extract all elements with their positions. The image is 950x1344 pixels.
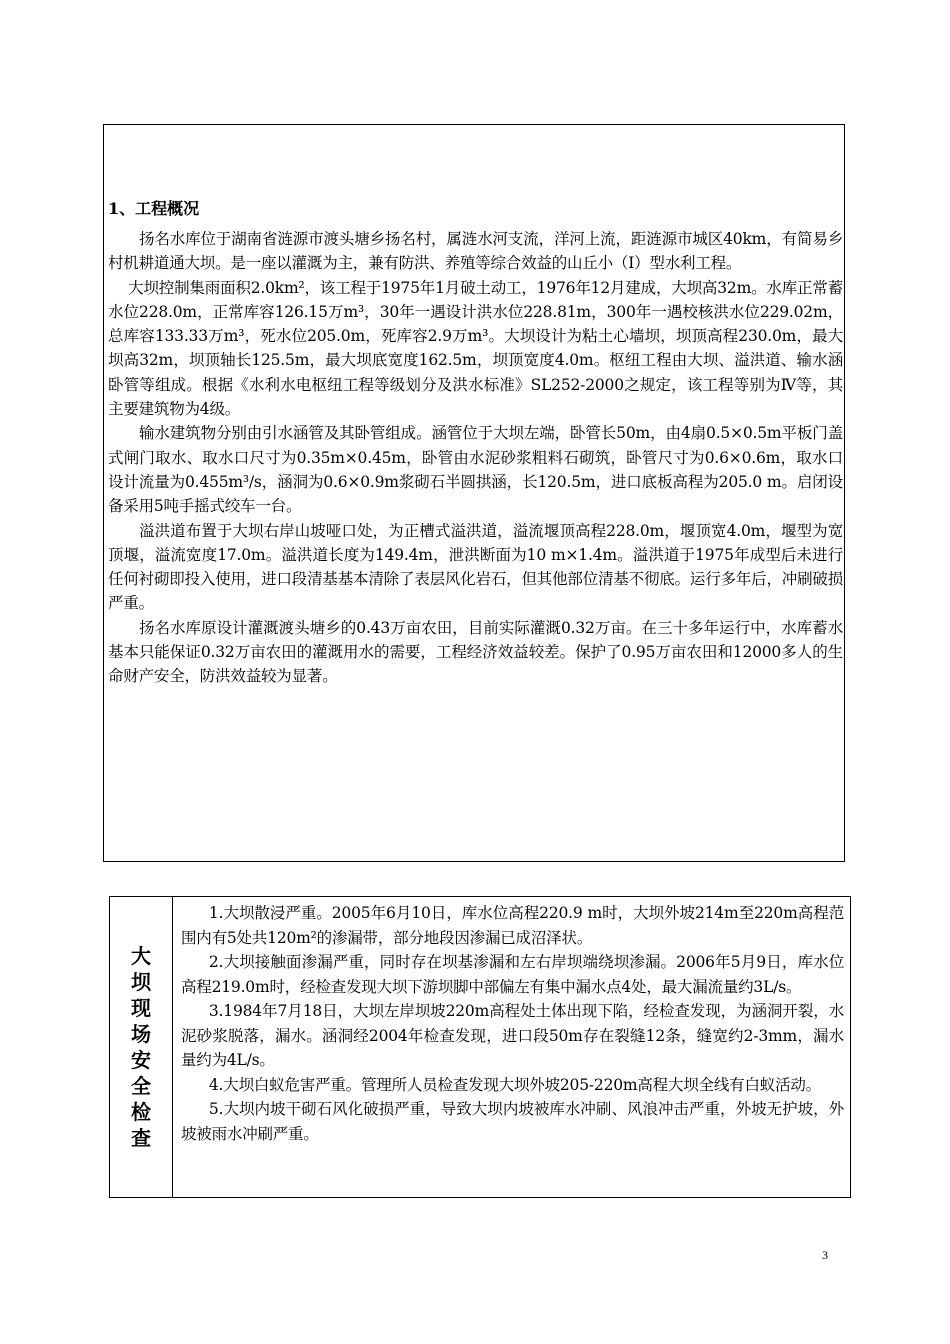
dam-parameters-paragraph: 大坝控制集雨面积2.0km²，该工程于1975年1月破土动工，1976年12月建成，大坝高32m。水库正常蓄水位228.0m，正常库容126.15万m³，30年一遇设计洪水位228.81m，300年一遇校核洪水位229.02m，总库容133.33万m³，死水位205.0m，死库容2.9万m³。大坝设计为粘土心墙坝，坝顶高程230.0m，最大坝高32m，坝顶轴长125.5m，最大坝底宽度162.5m，坝顶宽度4.0m。枢纽工程由大坝、溢洪道、输水涵卧管等组成。根据《水利水电枢纽工程等级划分及洪水标准》SL252-2000之规定，该工程等别为Ⅳ等，其主要建筑物为4级。 (108, 278, 843, 419)
page-number: 3 (822, 1248, 828, 1262)
inspection-label: 大坝现场安全检查 (131, 944, 151, 1150)
dam-inspection-table (109, 896, 851, 1198)
inspection-item: 1.大坝散浸严重。2005年6月10日，库水位高程220.9 m时，大坝外坡214m至220m高程范围内有5处共120m²的渗漏带，部分地段因渗漏已成沼泽状。 (181, 904, 844, 947)
inspection-content-cell (173, 897, 851, 1198)
inspection-item: 2.大坝接触面渗漏严重，同时存在坝基渗漏和左右岸坝端绕坝渗漏。2006年5月9日，库水位高程219.0m时，经检查发现大坝下游坝脚中部偏左有集中漏水点4处，最大漏流量约3L/s。 (181, 953, 844, 996)
project-overview-content (108, 197, 843, 689)
benefits-paragraph: 扬名水库原设计灌溉渡头塘乡的0.43万亩农田，目前实际灌溉0.32万亩。在三十多年运行中，水库蓄水基本只能保证0.32万亩农田的灌溉用水的需要，工程经济效益较差。保护了0.95万亩农田和12000多人的生命财产安全，防洪效益较为显著。 (108, 618, 843, 686)
spillway-paragraph: 溢洪道布置于大坝右岸山坡哑口处，为正槽式溢洪道，溢流堰顶高程228.0m，堰顶宽4.0m，堰型为宽顶堰，溢流宽度17.0m。溢洪道长度为149.4m，泄洪断面为10 m×1.4m。溢洪道于1975年成型后未进行任何衬砌即投入使用，进口段清基基本清除了表层风化岩石，但其他部位清基不彻底。运行多年后，冲刷破损严重。 (108, 521, 843, 613)
inspection-label-cell (110, 897, 173, 1198)
inspection-item: 3.1984年7月18日，大坝左岸坝坡220m高程处土体出现下陷，经检查发现，为涵洞开裂，水泥砂浆脱落，漏水。涵洞经2004年检查发现，进口段50m存在裂缝12条，缝宽约2-3mm，漏水量约为4L/s。 (181, 1002, 844, 1069)
overview-paragraph: 扬名水库位于湖南省涟源市渡头塘乡扬名村，属涟水河支流，洋河上流，距涟源市城区40km，有简易乡村机耕道通大坝。是一座以灌溉为主，兼有防洪、养殖等综合效益的山丘小（Ⅰ）型水利工程。 (108, 230, 843, 273)
project-overview-box (103, 124, 845, 862)
water-conveyance-paragraph: 输水建筑物分别由引水涵管及其卧管组成。涵管位于大坝左端，卧管长50m，由4扇0.5×0.5m平板门盖式闸门取水、取水口尺寸为0.35m×0.45m，卧管由水泥砂浆粗料石砌筑，卧管尺寸为0.6×0.6m，取水口设计流量为0.455m³/s，涵洞为0.6×0.9m浆砌石半圆拱涵，长120.5m，进口底板高程为205.0 m。启闭设备采用5吨手摇式绞车一台。 (108, 424, 843, 516)
section-heading: 1、工程概况 (108, 199, 200, 218)
table-row (110, 897, 851, 1198)
inspection-item: 4.大坝白蚁危害严重。管理所人员检查发现大坝外坡205-220m高程大坝全线有白蚁活动。 (208, 1075, 821, 1094)
inspection-item: 5.大坝内坡干砌石风化破损严重，导致大坝内坡被库水冲刷、风浪冲击严重，外坡无护坡，外坡被雨水冲刷严重。 (181, 1100, 844, 1143)
